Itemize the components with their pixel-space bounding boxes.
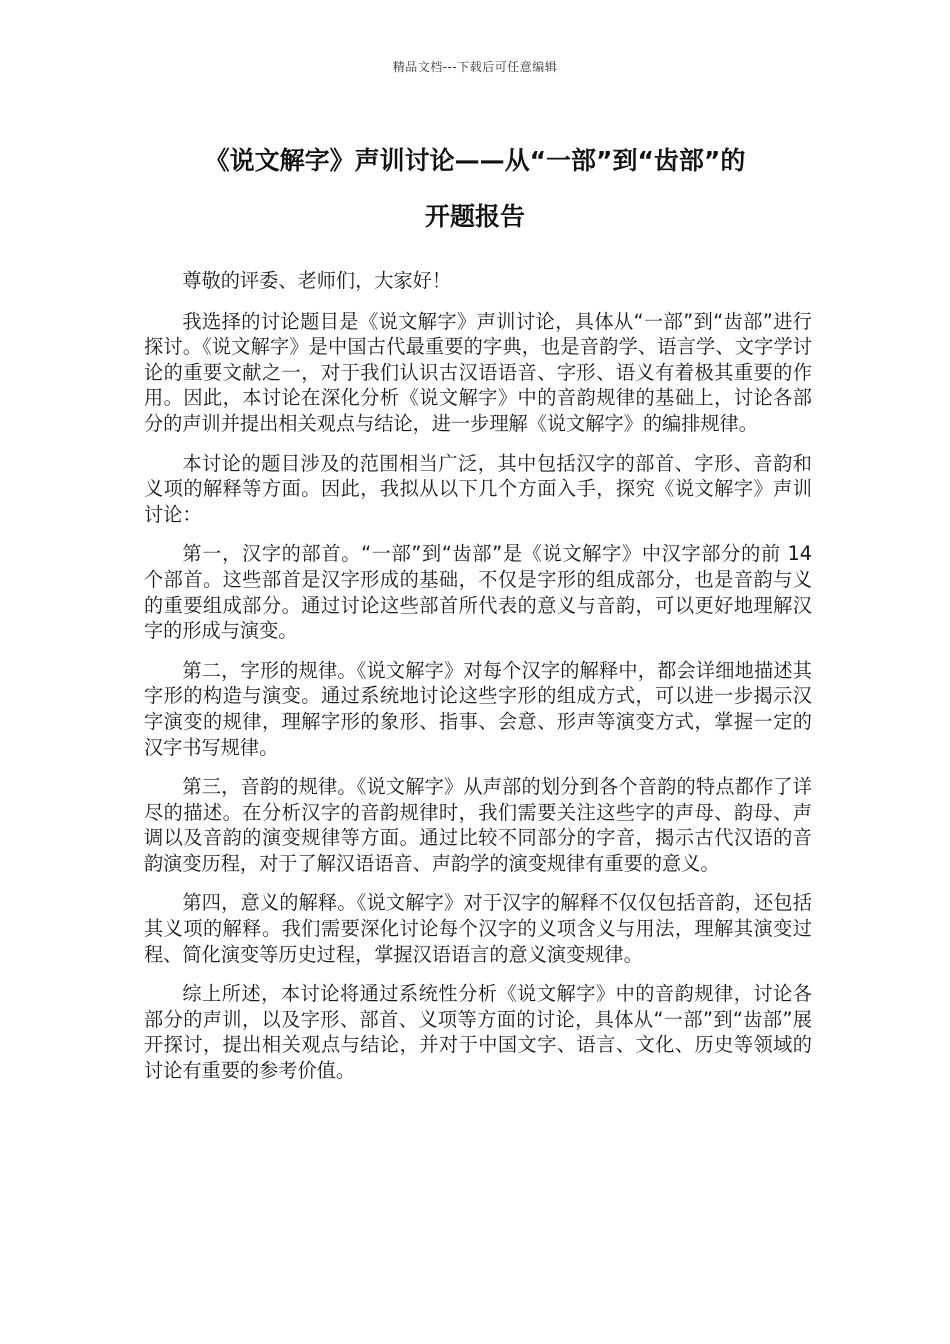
- paragraph-point-3: 第三，音韵的规律。《说文解字》从声部的划分到各个音韵的特点都作了详尽的描述。在分析汉字的音韵规律时，我们需要关注这些字的声母、韵母、声调以及音韵的演变规律等方面。通过比较不同部分的字音，揭示古代汉语的音韵演变历程，对于了解汉语语音、声韵学的演变规律有重要的意义。: [144, 775, 812, 875]
- paragraph-point-4: 第四，意义的解释。《说文解字》对于汉字的解释不仅仅包括音韵，还包括其义项的解释。我们需要深化讨论每个汉字的义项含义与用法，理解其演变过程、简化演变等历史过程，掌握汉语语言的意义演变规律。: [144, 891, 812, 966]
- paragraph-point-1: 第一，汉字的部首。“一部”到“齿部”是《说文解字》中汉字部分的前 14 个部首。这些部首是汉字形成的基础，不仅是字形的组成部分，也是音韵与义的重要组成部分。通过讨论这些部首所代表的意义与音韵，可以更好地理解汉字的形成与演变。: [144, 542, 812, 643]
- title-line-2: 开题报告: [424, 202, 525, 231]
- paragraph-greeting: 尊敬的评委、老师们，大家好！: [182, 269, 452, 292]
- document-title: [100, 133, 850, 245]
- paragraph-scope: 本讨论的题目涉及的范围相当广泛，其中包括汉字的部首、字形、音韵和义项的解释等方面。因此，我拟从以下几个方面入手，探究《说文解字》声训讨论：: [144, 451, 812, 526]
- paragraph-intro: 我选择的讨论题目是《说文解字》声训讨论，具体从“一部”到“齿部”进行探讨。《说文解字》是中国古代最重要的字典，也是音韵学、语言学、文字学讨论的重要文献之一，对于我们认识古汉语语音、字形、语义有着极其重要的作用。因此，本讨论在深化分析《说文解字》中的音韵规律的基础上，讨论各部分的声训并提出相关观点与结论，进一步理解《说文解字》的编排规律。: [144, 309, 812, 435]
- document-body: [144, 268, 812, 1098]
- title-line-1: 《说文解字》声训讨论——从“一部”到“齿部”的: [204, 146, 746, 175]
- paragraph-point-2: 第二，字形的规律。《说文解字》对每个汉字的解释中，都会详细地描述其字形的构造与演变。通过系统地讨论这些字形的组成方式，可以进一步揭示汉字演变的规律，理解字形的象形、指事、会意、形声等演变方式，掌握一定的汉字书写规律。: [144, 658, 812, 759]
- paragraph-conclusion: 综上所述，本讨论将通过系统性分析《说文解字》中的音韵规律，讨论各部分的声训，以及字形、部首、义项等方面的讨论，具体从“一部”到“齿部”展开探讨，提出相关观点与结论，并对于中国文字、语言、文化、历史等领域的讨论有重要的参考价值。: [144, 982, 812, 1083]
- header-note: 精品文档---下载后可任意编辑: [392, 60, 558, 74]
